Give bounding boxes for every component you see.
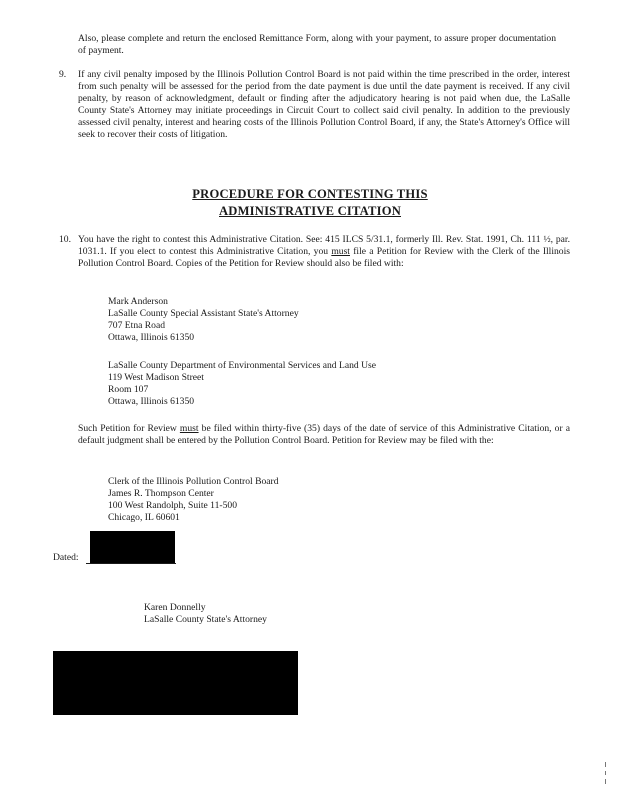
- address-line: Ottawa, Illinois 61350: [108, 396, 195, 407]
- address-line: Chicago, IL 60601: [108, 512, 180, 523]
- item-10-paragraph: [78, 234, 570, 270]
- section-heading-line-2: ADMINISTRATIVE CITATION: [219, 204, 401, 218]
- signer-title: LaSalle County State's Attorney: [144, 614, 267, 625]
- address-line: Clerk of the Illinois Pollution Control Board: [108, 476, 279, 487]
- section-heading-line-1: PROCEDURE FOR CONTESTING THIS: [192, 187, 428, 201]
- item-10-number: 10.: [59, 234, 71, 245]
- date-signature-line: [86, 563, 176, 564]
- redacted-date: [90, 531, 175, 563]
- petition-paragraph: [78, 423, 570, 447]
- item-9-number: 9.: [59, 69, 67, 80]
- scan-mark: [605, 771, 606, 775]
- scan-mark: [605, 762, 606, 767]
- item-10-text-start: You have the right to contest this Administrative Citation. See: 415 ILCS 5/31.1, formerly Ill. Rev. Stat. 1991, Ch. 111 ½, par. 1031.1. If you elect to contest this Administrative Citation, you: [78, 234, 570, 257]
- dated-label: Dated:: [53, 552, 79, 563]
- remittance-paragraph: Also, please complete and return the enclosed Remittance Form, along with your payment, to assure proper documentation of payment.: [78, 33, 556, 56]
- address-line: 707 Etna Road: [108, 320, 166, 331]
- petition-text-end: be filed within thirty-five (35) days of the date of service of this Administrative Citation, or a default judgment shall be entered by the Pollution Control Board. Petition for Review may be filed with the:: [78, 423, 570, 446]
- address-line: 100 West Randolph, Suite 11-500: [108, 500, 238, 511]
- scan-mark: [605, 779, 606, 784]
- address-line: Room 107: [108, 384, 149, 395]
- address-line: LaSalle County Special Assistant State's Attorney: [108, 308, 299, 319]
- signature-block: [144, 602, 267, 626]
- petition-text-start: Such Petition for Review: [78, 423, 180, 434]
- address-line: LaSalle County Department of Environmental Services and Land Use: [108, 360, 377, 371]
- address-line: 119 West Madison Street: [108, 372, 204, 383]
- address-block-pollution-board: [108, 476, 279, 524]
- item-10-text-end: file a Petition for Review with the Clerk of the Illinois Pollution Control Board. Copies of the Petition for Review should also be filed with:: [78, 246, 571, 269]
- signer-name: Karen Donnelly: [144, 602, 206, 613]
- redacted-block: [53, 651, 298, 715]
- address-line: Ottawa, Illinois 61350: [108, 332, 195, 343]
- item-9-paragraph: If any civil penalty imposed by the Illinois Pollution Control Board is not paid within the time prescribed in the order, interest from such penalty will be assessed for the period from the date payment is due until the date payment is received. If any civil penalty, by reason of acknowledgment, default or finding after the adjudicatory hearing is not paid when due, the LaSalle County State's Attorney may initiate proceedings in Circuit Court to collect said civil penalty. In addition to the previously assessed civil penalty, interest and hearing costs of the Illinois Pollution Control Board, if any, the State's Attorney's Office will seek to recover their costs of litigation.: [78, 69, 570, 140]
- address-line: James R. Thompson Center: [108, 488, 214, 499]
- address-block-lasalle-department: [108, 360, 376, 408]
- address-line: Mark Anderson: [108, 296, 168, 307]
- item-10-must-emphasis: must: [331, 246, 350, 257]
- petition-must-emphasis: must: [179, 423, 199, 434]
- address-block-anderson: [108, 296, 299, 344]
